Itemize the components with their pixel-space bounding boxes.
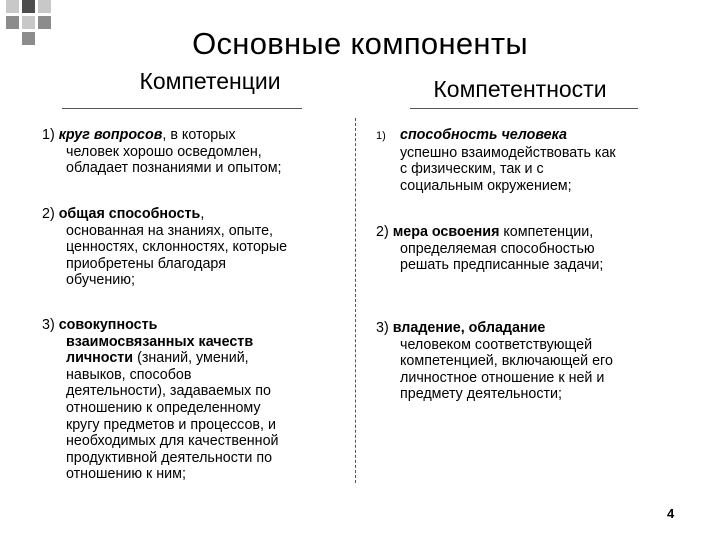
- left-item-3: [42, 317, 279, 483]
- item-number: 2): [42, 206, 59, 222]
- item-line: [376, 224, 603, 241]
- item-number: 1): [376, 130, 386, 142]
- item-line: необходимых для качественной: [66, 433, 279, 450]
- decor-square: [22, 0, 35, 13]
- item-line: приобретены благодаря: [66, 255, 226, 272]
- decor-square: [38, 0, 51, 13]
- right-column-heading: Компетентности: [433, 76, 607, 102]
- item-line: отношению к определенному: [66, 399, 261, 416]
- right-item-2: [376, 224, 603, 274]
- item-line: личностное отношение к ней и: [400, 369, 605, 386]
- item-term: совокупность: [58, 317, 158, 333]
- item-number: 2): [376, 224, 393, 240]
- item-line: [376, 127, 616, 145]
- left-item-2: [42, 206, 287, 289]
- page-number: 4: [667, 506, 675, 521]
- right-item-3: [376, 320, 613, 403]
- item-number: 1): [42, 127, 59, 143]
- item-line: основанная на знаниях, опыте,: [66, 222, 274, 239]
- item-line: кругу предметов и процессов, и: [66, 416, 276, 433]
- item-line: [42, 206, 287, 223]
- right-heading-underline: [410, 108, 638, 109]
- item-line: решать предписанные задачи;: [400, 257, 604, 274]
- item-line: взаимосвязанных качеств: [66, 333, 254, 350]
- item-line: навыков, способов: [66, 366, 192, 383]
- item-line: человеком соответствующей: [400, 336, 593, 353]
- item-term: личности: [66, 350, 134, 367]
- item-line: [42, 350, 279, 367]
- item-line: определяемая способностью: [400, 240, 595, 257]
- item-line: успешно взаимодействовать как: [400, 144, 616, 161]
- item-line: компетенцией, включающей его: [400, 353, 613, 370]
- decor-square: [6, 0, 19, 13]
- item-number: 3): [42, 317, 59, 333]
- item-line: социальным окружением;: [400, 177, 572, 194]
- left-column-heading: Компетенции: [139, 68, 281, 94]
- item-line: [376, 320, 613, 337]
- item-text: ,: [200, 206, 205, 222]
- item-line: человек хорошо осведомлен,: [66, 143, 262, 160]
- left-item-1: [42, 127, 282, 177]
- item-line: отношению к ним;: [66, 466, 186, 483]
- item-line: с физическим, так и с: [400, 161, 544, 178]
- item-term: способность человека: [400, 127, 567, 143]
- item-line: обладает познаниями и опытом;: [66, 160, 282, 177]
- item-text: компетенции,: [499, 224, 594, 240]
- item-text: (знаний, умений,: [133, 350, 249, 367]
- item-term: мера освоения: [392, 224, 500, 240]
- left-heading-underline: [62, 108, 302, 109]
- right-item-1: [376, 127, 616, 194]
- item-line: обучению;: [66, 272, 135, 289]
- item-term: круг вопросов: [58, 127, 163, 143]
- item-line: деятельности), задаваемых по: [66, 383, 271, 400]
- page-title: Основные компоненты: [192, 26, 528, 61]
- item-line: предмету деятельности;: [400, 386, 562, 403]
- item-number: 3): [376, 320, 393, 336]
- item-line: [42, 317, 279, 334]
- item-text: , в которых: [162, 127, 236, 143]
- item-line: [42, 127, 282, 144]
- item-term: общая способность: [58, 206, 201, 222]
- column-divider: [355, 118, 356, 483]
- item-line: ценностях, склонностях, которые: [66, 239, 288, 256]
- item-term: владение, обладание: [392, 320, 546, 336]
- item-line: продуктивной деятельности по: [66, 449, 273, 466]
